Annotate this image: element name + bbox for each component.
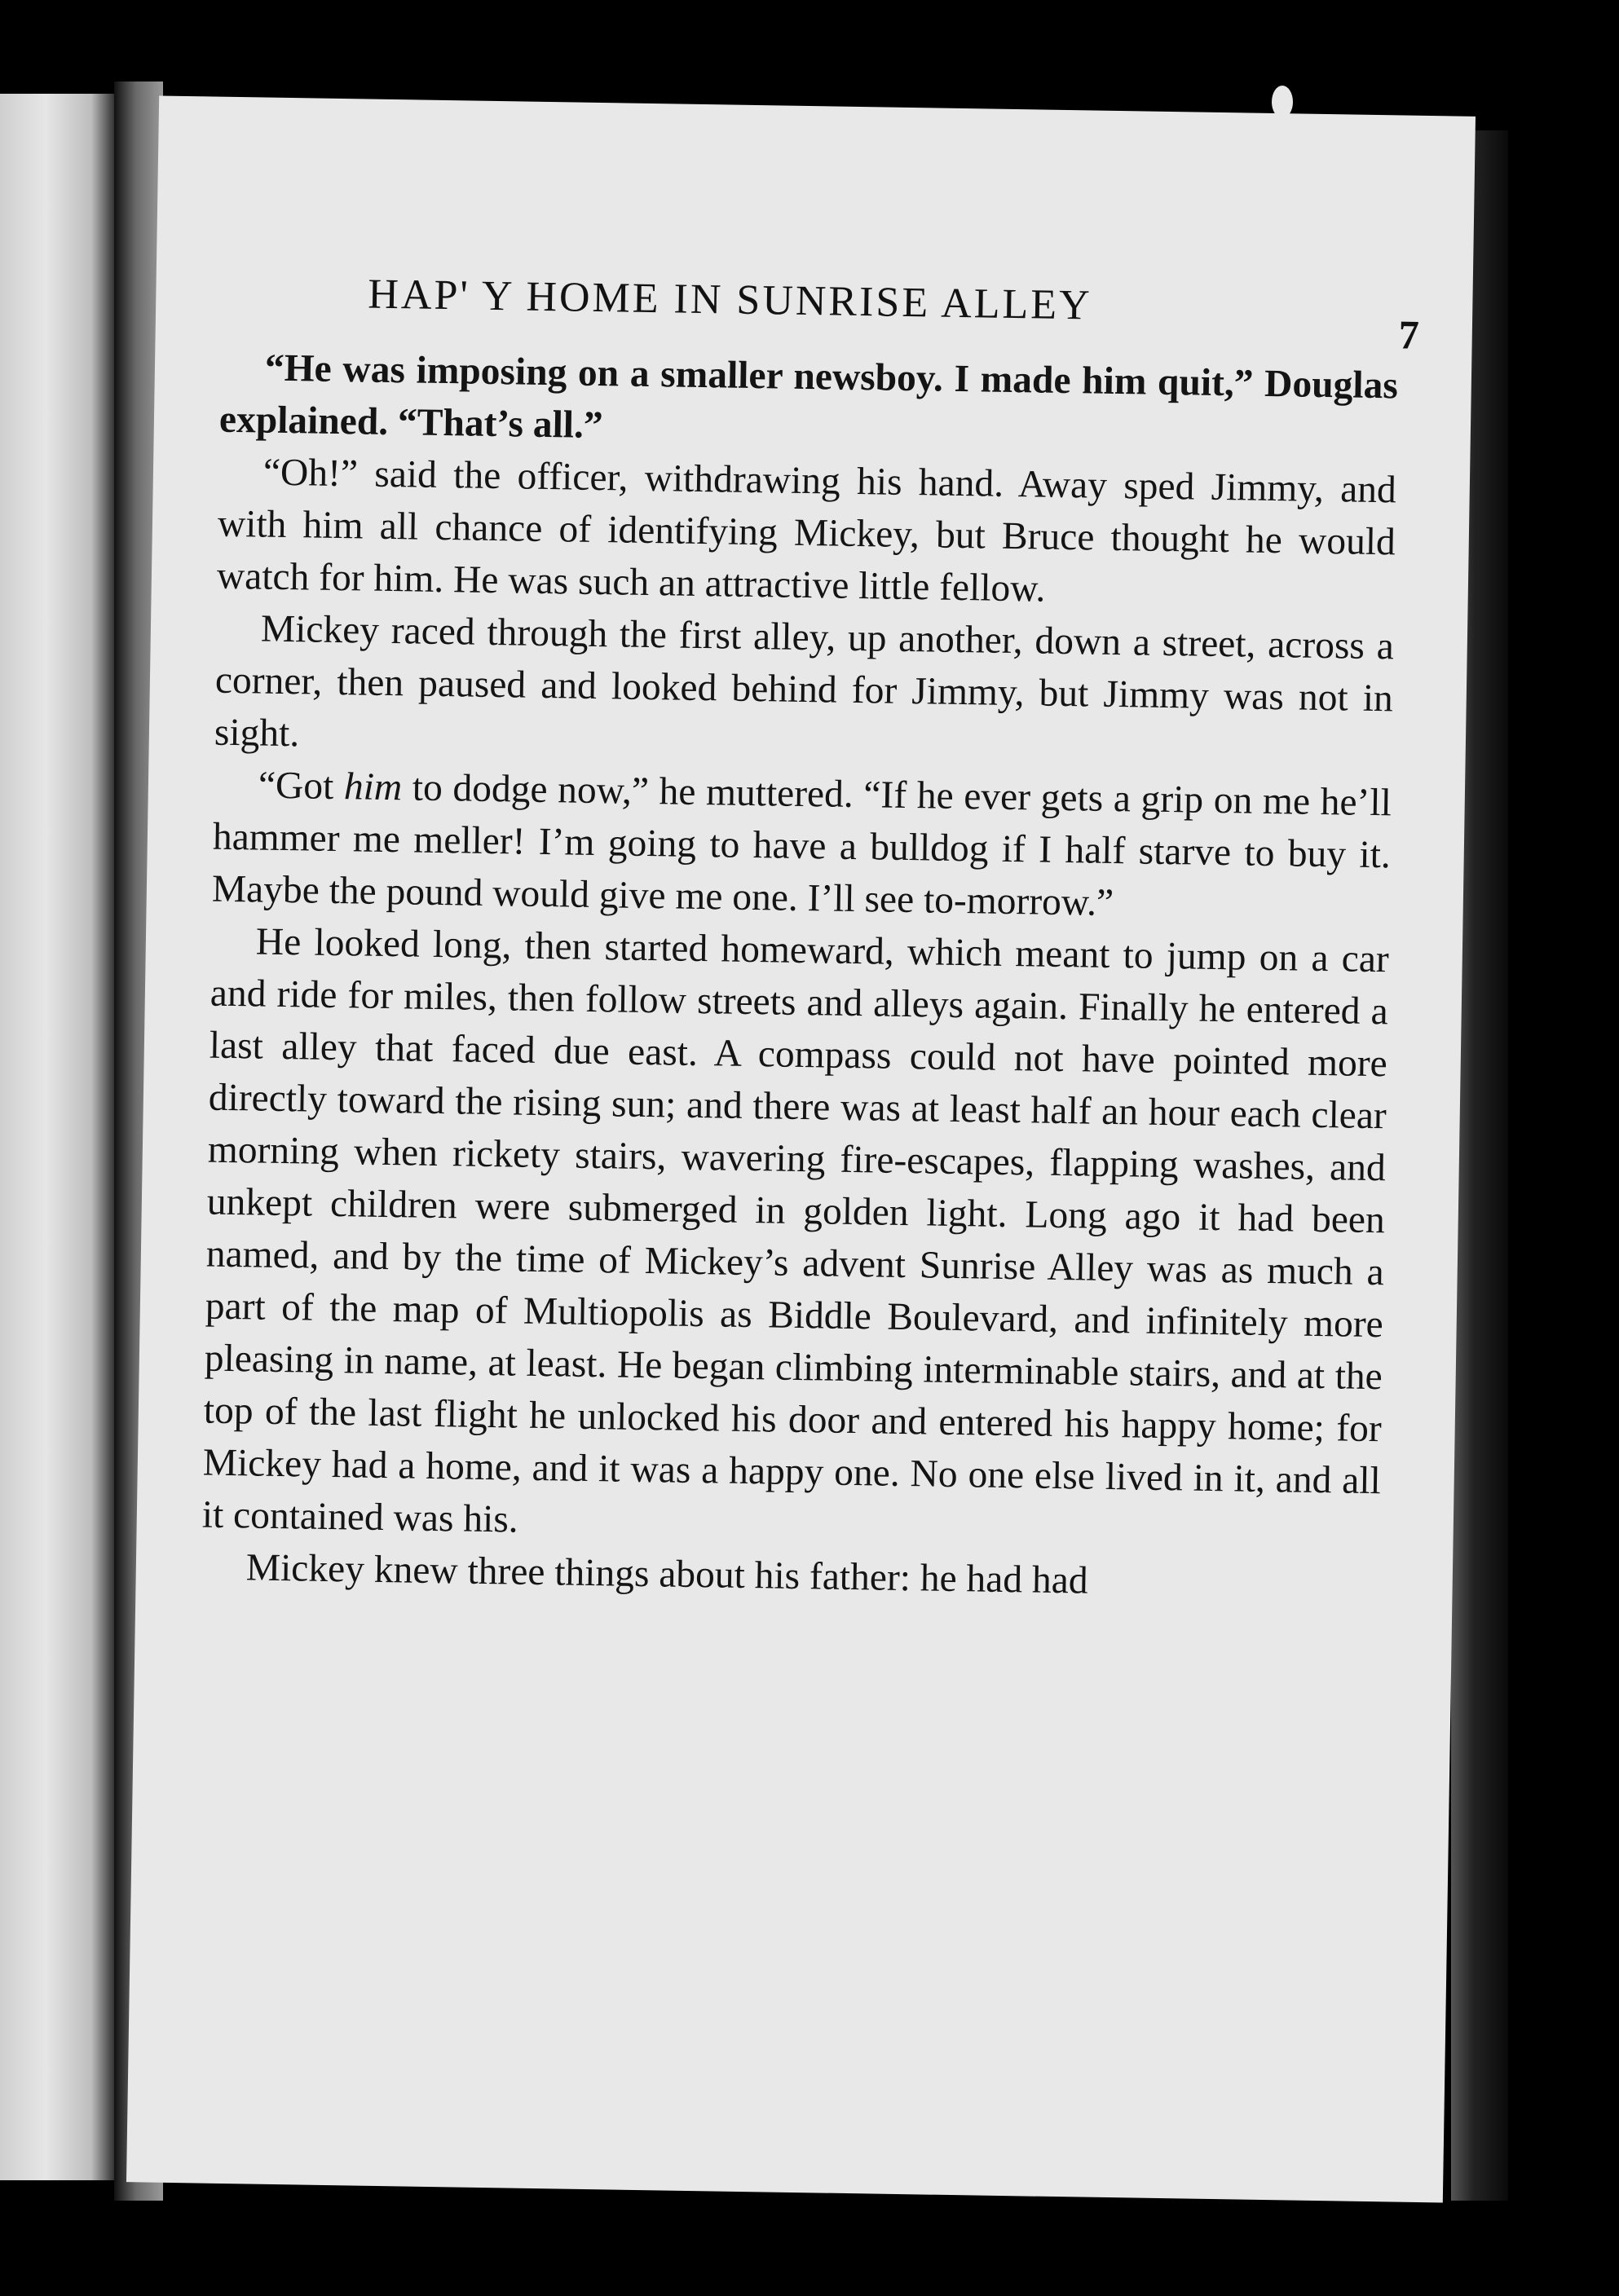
text-run: “Got <box>258 764 345 809</box>
italic-text: him <box>343 765 403 809</box>
paragraph: “He was imposing on a smaller newsboy. I made him quit,” Douglas explained. “That’s all.” <box>218 346 1399 447</box>
running-head: HAP' Y HOME IN SUNRISE ALLEY <box>367 271 1093 329</box>
paragraph: Mickey knew three things about his father: he had had <box>245 1546 1088 1602</box>
body-text <box>201 342 1398 1612</box>
paragraph: He looked long, then started homeward, which meant to jump on a car and ride for miles, then follow streets and alleys again. Finally he entered a last alley that faced due east. A compass could not have pointed more directly toward the rising sun; and there was at least half an hour each clear morning when rickety stairs, wavering fire-escapes, flapping washes, and unkept children were submerged in golden light. Long ago it had been named, and by the time of Mickey’s advent Sunrise Alley was as much a part of the map of Multiopolis as Biddle Boulevard, and infinitely more pleasing in name, at least. He began climbing interminable stairs, and at the top of the last flight he unlocked his door and entered his happy home; for Mickey had a home, and it was a happy one. No one else lived in it, and all it contained was his. <box>201 920 1390 1541</box>
text-run: to dodge now,” he muttered. “If he ever gets a grip on me he’ll hammer me meller! I’m going to have a bulldog if I half starve to buy it. Maybe the pound would give me one. I’ll see to-morrow.” <box>211 766 1392 924</box>
book-page <box>126 95 1476 2202</box>
paragraph: Mickey raced through the first alley, up another, down a street, across a corner, then paused and looked behind for Jimmy, but Jimmy was not in sight. <box>214 607 1395 756</box>
facing-page-edge <box>0 94 114 2180</box>
paper-speck <box>1296 122 1306 134</box>
paragraph: “Oh!” said the officer, withdrawing his hand. Away sped Jimmy, and with him all chance of identifying Mickey, but Bruce thought he would watch for him. He was such an attractive little fellow. <box>216 451 1397 610</box>
page-number: 7 <box>1398 311 1420 358</box>
paper-speck <box>1272 86 1293 118</box>
paragraph <box>211 759 1392 934</box>
